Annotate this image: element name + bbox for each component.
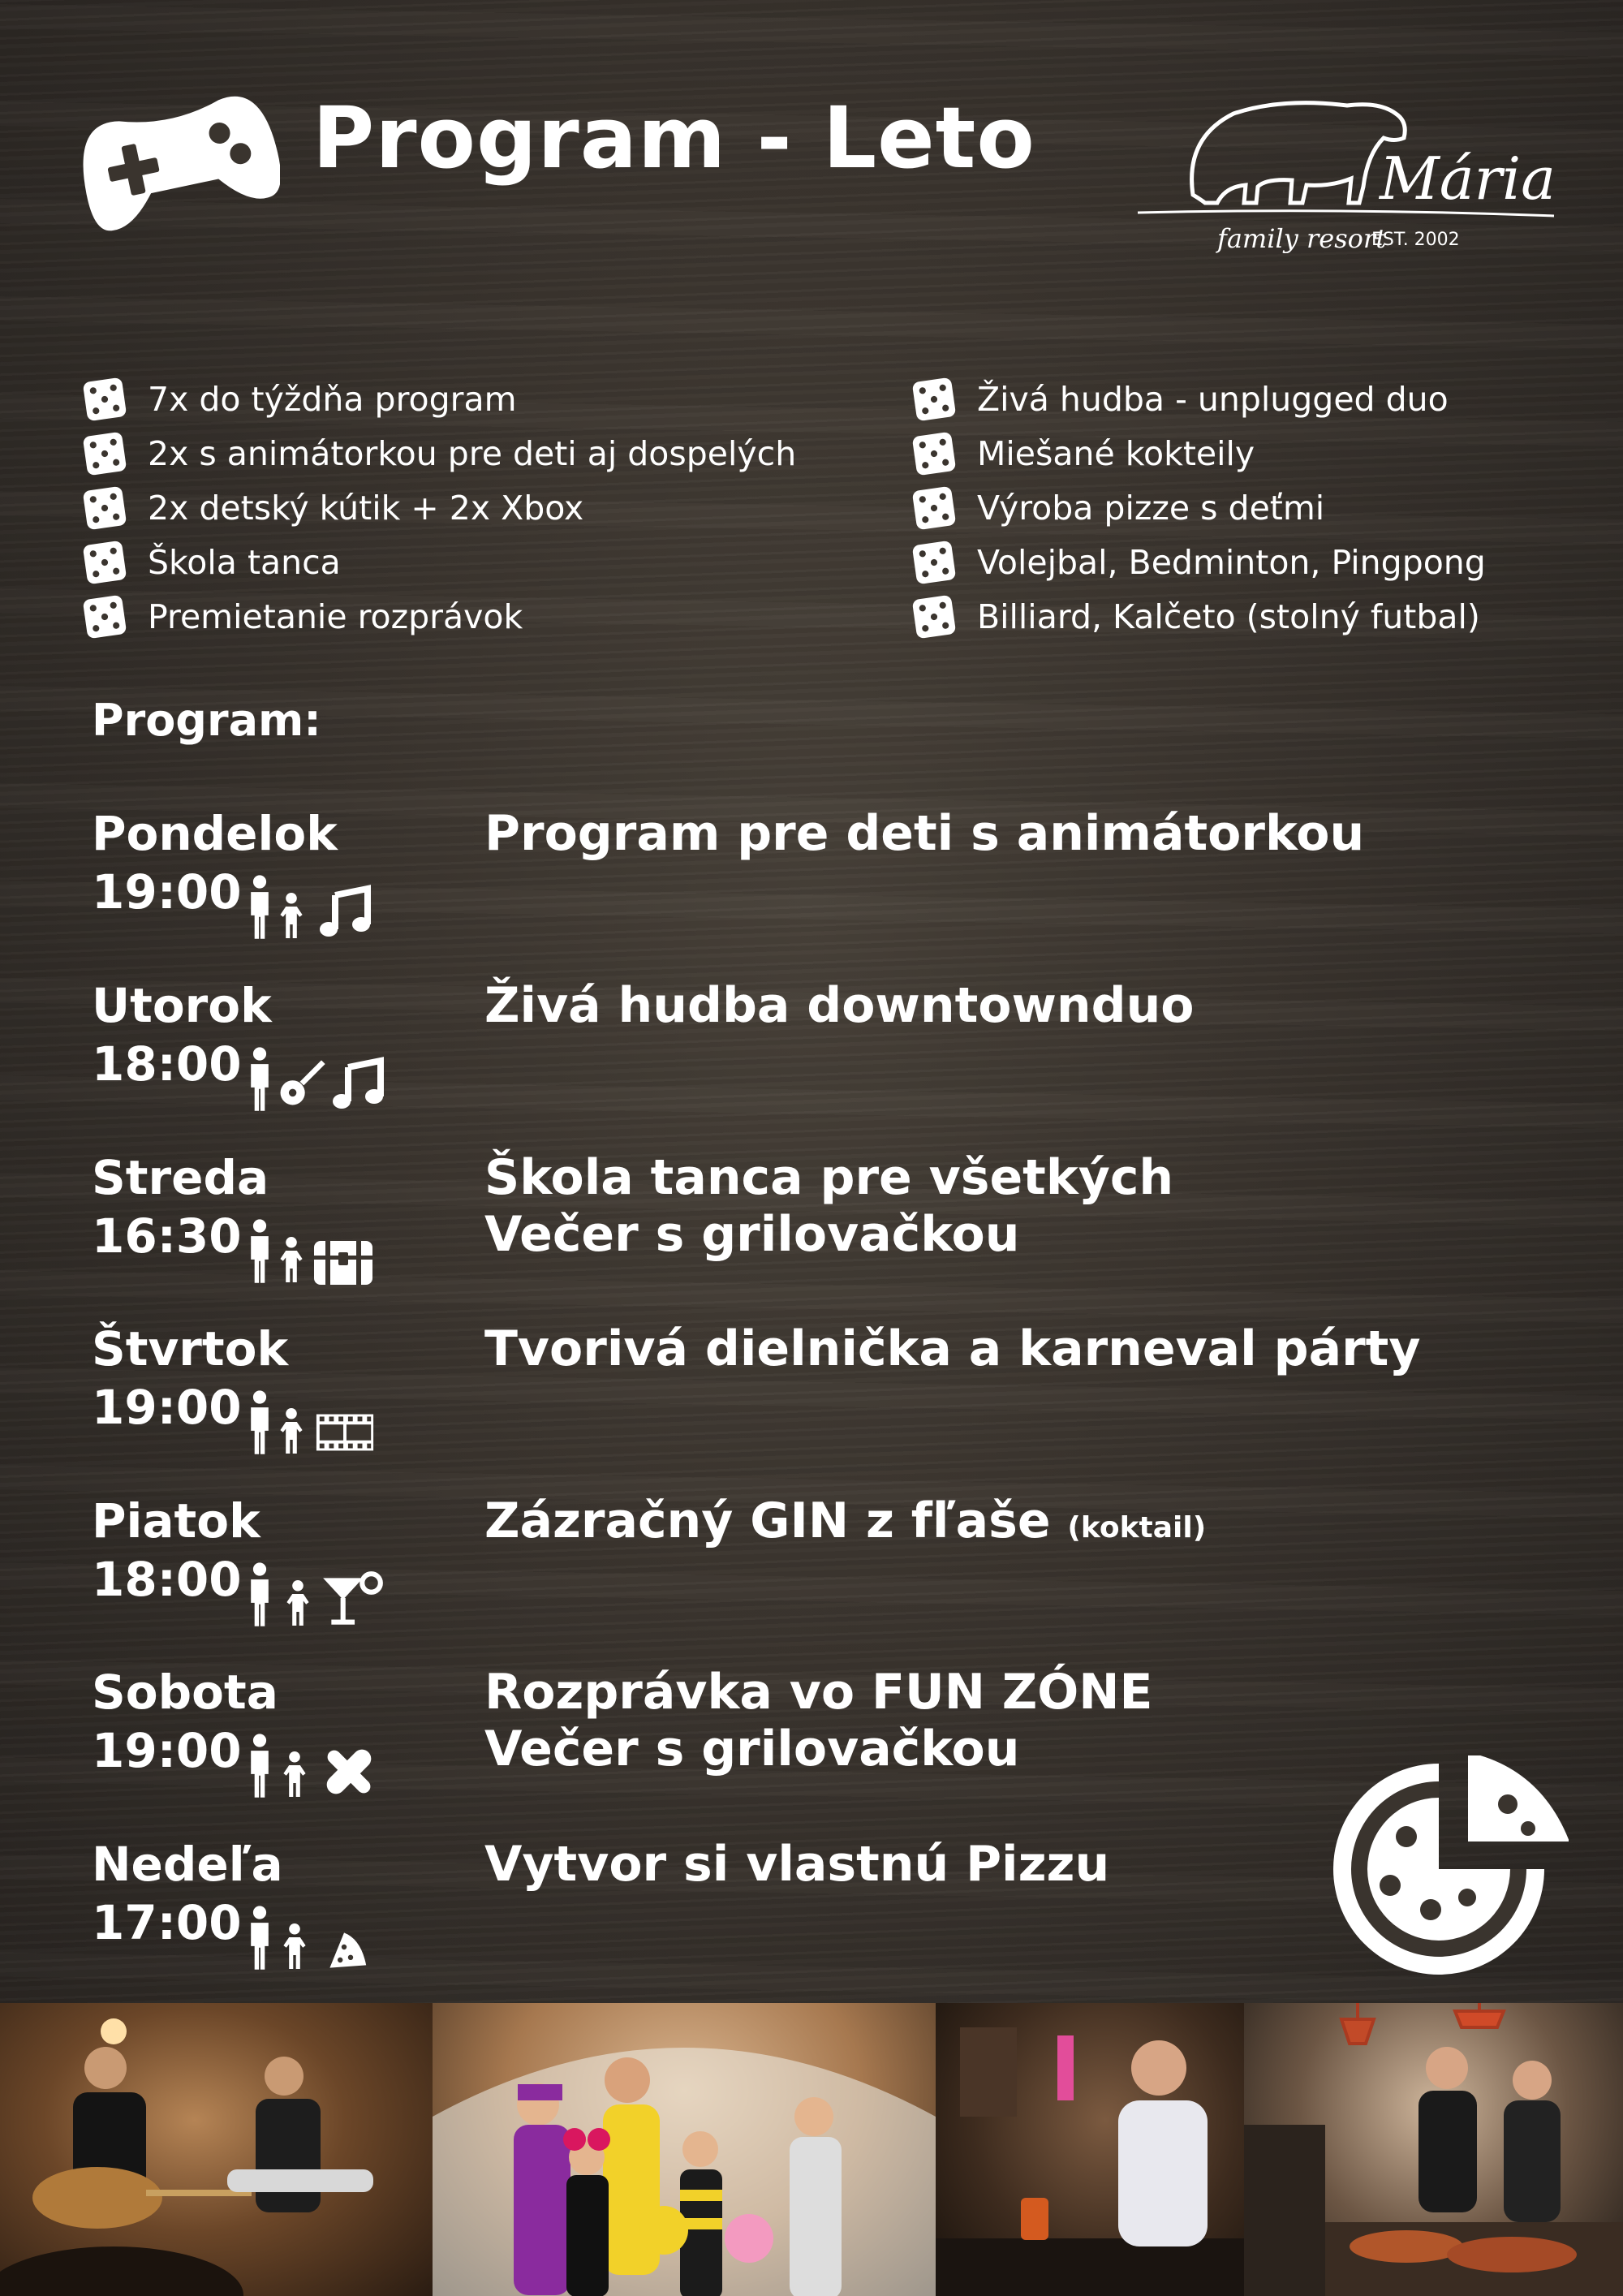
feature-item xyxy=(81,535,796,589)
feature-item xyxy=(911,480,1486,535)
dice-icon xyxy=(911,539,958,586)
day-label: Utorok xyxy=(92,978,272,1033)
feature-label: 2x s animátorkou pre deti aj dospelých xyxy=(148,433,797,473)
adult-icon xyxy=(251,1734,269,1797)
gamepad-icon xyxy=(81,93,280,243)
day-icons xyxy=(245,1903,391,1976)
child-icon xyxy=(283,1751,305,1797)
event-line: Tvorivá dielnička a karneval párty xyxy=(484,1320,1421,1377)
feature-item xyxy=(81,480,796,535)
bartender-photo xyxy=(936,2003,1244,2296)
event-note: (koktail) xyxy=(1067,1511,1207,1544)
time-label: 18:00 xyxy=(92,1552,242,1607)
event-line-text: Zázračný GIN z fľaše xyxy=(484,1493,1051,1549)
program-heading: Program: xyxy=(92,695,321,746)
dice-icon xyxy=(81,539,128,586)
feature-label: Billiard, Kalčeto (stolný futbal) xyxy=(977,597,1480,636)
time-label: 16:30 xyxy=(92,1208,242,1264)
day-icons xyxy=(245,1560,391,1633)
cocktail-icon xyxy=(323,1574,381,1625)
dice-icon xyxy=(81,485,128,532)
child-icon xyxy=(280,1237,302,1282)
maria-resort-logo xyxy=(1136,89,1558,276)
time-label: 17:00 xyxy=(92,1895,242,1950)
adult-icon xyxy=(251,1562,269,1626)
event-text xyxy=(484,805,1364,862)
day-label: Sobota xyxy=(92,1665,278,1720)
event-text xyxy=(484,1493,1206,1557)
adult-icon xyxy=(251,1219,269,1282)
features-right-list xyxy=(911,372,1486,644)
features-left-list xyxy=(81,372,796,644)
live-music-photo xyxy=(0,2003,433,2296)
feature-label: 7x do týždňa program xyxy=(148,379,517,419)
feature-label: Volejbal, Bedminton, Pingpong xyxy=(977,542,1486,582)
day-label: Nedeľa xyxy=(92,1837,283,1892)
day-label: Streda xyxy=(92,1150,269,1205)
day-icons xyxy=(245,1217,391,1290)
time-label: 19:00 xyxy=(92,1380,242,1435)
event-text xyxy=(484,977,1195,1034)
dice-icon xyxy=(81,376,128,423)
dice-icon xyxy=(911,593,958,640)
film-icon xyxy=(316,1415,373,1451)
feature-label: 2x detský kútik + 2x Xbox xyxy=(148,488,584,528)
kids-carnival-photo xyxy=(433,2003,936,2296)
adult-icon xyxy=(251,875,269,938)
music-note-icon xyxy=(320,889,370,937)
treasure-chest-icon xyxy=(314,1241,372,1285)
child-icon xyxy=(280,893,302,938)
pizza-slice-icon xyxy=(329,1932,366,1967)
feature-item xyxy=(81,589,796,644)
grill-evening-photo xyxy=(1244,2003,1623,2296)
dice-icon xyxy=(911,430,958,477)
bandage-icon xyxy=(323,1746,375,1798)
child-icon xyxy=(280,1408,302,1454)
time-label: 19:00 xyxy=(92,864,242,920)
feature-label: Škola tanca xyxy=(148,542,341,582)
logo-tagline: family resort xyxy=(1217,223,1387,254)
feature-label: Výroba pizze s deťmi xyxy=(977,488,1325,528)
feature-item xyxy=(911,372,1486,426)
day-label: Pondelok xyxy=(92,806,338,861)
music-note-icon xyxy=(333,1061,383,1109)
adult-icon xyxy=(251,1906,269,1969)
event-text xyxy=(484,1149,1173,1263)
child-icon xyxy=(283,1923,305,1969)
event-line: Vytvor si vlastnú Pizzu xyxy=(484,1836,1110,1893)
logo-name: Mária xyxy=(1380,144,1556,213)
feature-item xyxy=(81,372,796,426)
day-icons xyxy=(245,1731,391,1804)
day-icons xyxy=(245,872,391,946)
event-line: Program pre deti s animátorkou xyxy=(484,805,1365,862)
day-icons xyxy=(245,1388,391,1461)
guitar-icon xyxy=(281,1062,324,1105)
feature-label: Premietanie rozprávok xyxy=(148,597,523,636)
dice-icon xyxy=(911,485,958,532)
feature-item xyxy=(81,426,796,480)
event-line: Večer s grilovačkou xyxy=(484,1206,1020,1263)
event-line xyxy=(484,1493,1206,1557)
day-label: Štvrtok xyxy=(92,1321,289,1376)
feature-item xyxy=(911,535,1486,589)
time-label: 19:00 xyxy=(92,1723,242,1778)
event-text xyxy=(484,1836,1109,1893)
child-icon xyxy=(286,1580,308,1626)
day-icons xyxy=(245,1045,391,1118)
event-text xyxy=(484,1664,1153,1777)
logo-est: EST. 2002 xyxy=(1371,230,1460,250)
adult-icon xyxy=(251,1047,269,1110)
time-label: 18:00 xyxy=(92,1036,242,1092)
dice-icon xyxy=(911,376,958,423)
pizza-icon xyxy=(1325,1755,1569,1983)
feature-label: Živá hudba - unplugged duo xyxy=(977,379,1449,419)
photo-strip xyxy=(0,2003,1623,2296)
dice-icon xyxy=(81,430,128,477)
feature-label: Miešané kokteily xyxy=(977,433,1255,473)
feature-item xyxy=(911,589,1486,644)
event-line: Rozprávka vo FUN ZÓNE xyxy=(484,1664,1153,1721)
event-text xyxy=(484,1320,1420,1377)
day-label: Piatok xyxy=(92,1493,260,1549)
feature-item xyxy=(911,426,1486,480)
event-line: Škola tanca pre všetkých xyxy=(484,1149,1174,1206)
adult-icon xyxy=(251,1390,269,1454)
page-title: Program - Leto xyxy=(312,88,1035,187)
event-line: Večer s grilovačkou xyxy=(484,1721,1020,1777)
dice-icon xyxy=(81,593,128,640)
event-line: Živá hudba downtownduo xyxy=(484,977,1195,1034)
